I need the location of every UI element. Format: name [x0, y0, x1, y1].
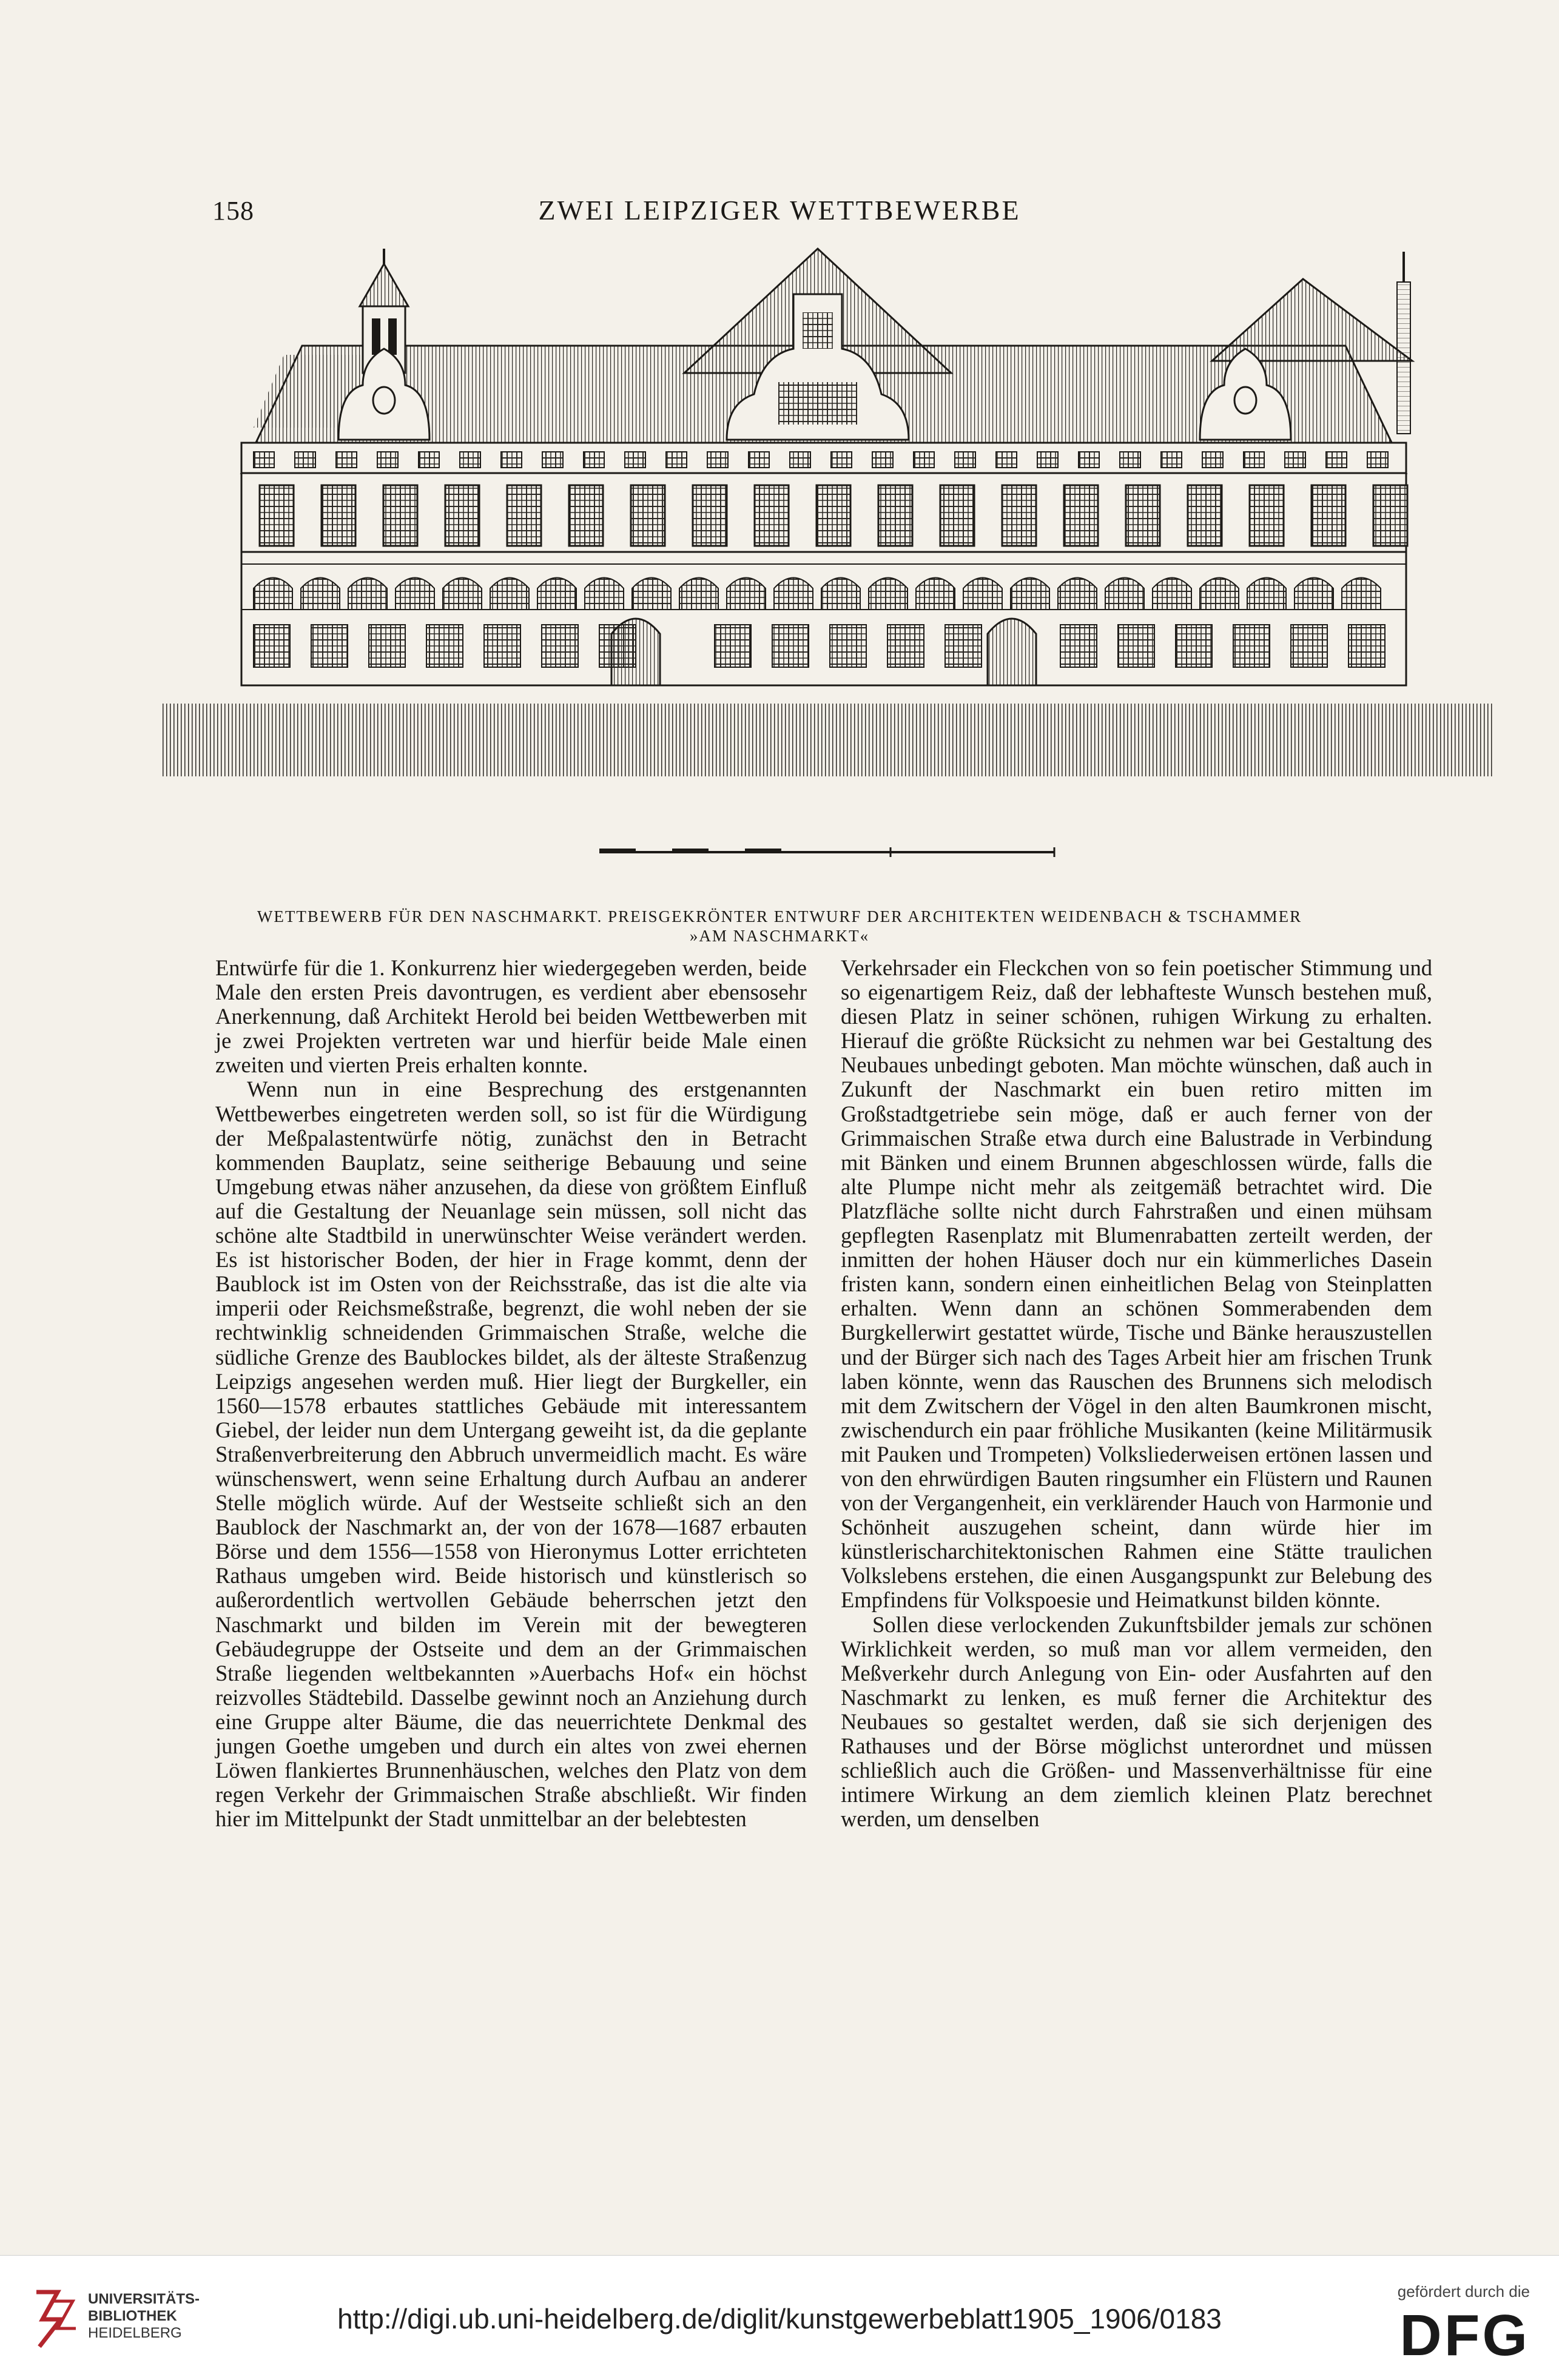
upper-window — [693, 485, 727, 546]
arcade-arch — [1200, 578, 1239, 610]
shop-window — [945, 625, 982, 667]
caption-line-2: »AM NASCHMARKT« — [689, 927, 870, 945]
funding-label: gefördert durch die — [1397, 2282, 1530, 2301]
arcade-arch — [821, 578, 860, 610]
arcade-arch — [774, 578, 813, 610]
library-name-line: UNIVERSITÄTS- — [88, 2291, 200, 2307]
shop-window — [484, 625, 520, 667]
attic-window — [1161, 452, 1182, 468]
upper-window — [445, 485, 479, 546]
shop-window — [887, 625, 924, 667]
dfg-logo: DFG — [1399, 2303, 1530, 2368]
arcade-arch — [537, 578, 576, 610]
paragraph: Entwürfe für die 1. Konkurrenz hier wiedergegeben werden, beide Male den ersten Preis davontrugen, es verdient aber ebensosehr Anerkennung, daß Architekt Herold bei beiden Wettbewerben mit je zwei Projekten vertreten war und hierfür beide Male einen zweiten und vierten Preis erhalten konnte. — [215, 955, 807, 1078]
arcade-arch — [916, 578, 955, 610]
arcade-arch — [963, 578, 1002, 610]
arcade-arch — [443, 578, 482, 610]
left-portal — [611, 619, 660, 685]
attic-window — [955, 452, 975, 468]
attic-window — [336, 452, 357, 468]
attic-window — [625, 452, 645, 468]
arcade-arch — [1295, 578, 1333, 610]
attic-window — [1120, 452, 1140, 468]
upper-window — [817, 485, 850, 546]
attic-window — [666, 452, 687, 468]
upper-window — [1126, 485, 1160, 546]
upper-window — [569, 485, 603, 546]
attic-window — [419, 452, 439, 468]
library-name-line: BIBLIOTHEK — [88, 2308, 177, 2324]
attic-window — [295, 452, 315, 468]
attic-window — [1037, 452, 1058, 468]
upper-window — [383, 485, 417, 546]
shop-window — [830, 625, 866, 667]
shop-window — [772, 625, 809, 667]
shop-window — [1060, 625, 1097, 667]
arcade-arch — [1011, 578, 1049, 610]
figure-caption — [200, 907, 1359, 946]
attic-window — [790, 452, 810, 468]
upper-window — [940, 485, 974, 546]
attic-window — [749, 452, 769, 468]
library-name-line: HEIDELBERG — [88, 2325, 182, 2341]
upper-window — [322, 485, 355, 546]
upper-window — [631, 485, 665, 546]
attic-window — [460, 452, 480, 468]
upper-window — [1373, 485, 1407, 546]
shop-window — [254, 625, 290, 667]
shop-window — [1291, 625, 1327, 667]
paragraph: Wenn nun in eine Besprechung des erstgenannten Wettbewerbes eingetreten werden soll, so ist für die Würdigung der Meßpalastentwürfe nötig, zunächst den in Betracht kommenden Bauplatz, seine seitherige Bebauung und seine Umgebung etwas näher anzusehen, da diese von größtem Einfluß auf die Gestaltung der Neuanlage sein müssen, soll nicht das schöne alte Stadtbild in unerwünschter Weise verändert werden. Es ist historischer Boden, der hier in Frage kommt, denn der Baublock ist im Osten von der Reichsstraße, das ist die alte via imperii oder Reichsmeßstraße, begrenzt, die wohl neben der sie rechtwinklig schneidenden Grimmaischen Straße, welche die südliche Grenze des Baublockes bildet, als der älteste Straßenzug Leipzigs angesehen werden muß. Hier liegt der Burgkeller, ein 1560—1578 erbautes stattliches Gebäude mit interessantem Giebel, der leider nun dem Untergang geweiht ist, da die geplante Straßenverbreiterung den Abbruch unvermeidlich macht. Es wäre wünschenswert, wenn seine Erhaltung durch Aufbau an anderer Stelle möglich würde. Auf der Westseite schließt sich an den Baublock der Naschmarkt an, der von der 1678—1687 erbauten Börse und dem 1556—1558 von Hieronymus Lotter errichteten Rathaus umgeben wird. Beide historisch und künstlerisch so außerordentlich wertvollen Gebäude beherrschen jetzt den Naschmarkt und bilden im Verein mit der bewegteren Gebäudegruppe der Ostseite und dem an der Grimmaischen Straße liegenden weltbekannten »Auerbachs Hof« ein höchst reizvolles Städtebild. Dasselbe gewinnt noch an Anziehung durch eine Gruppe alter Bäume, die das neuerrichtete Denkmal des jungen Goethe umgeben und durch ein altes von zwei ehernen Löwen flankiertes Brunnenhäuschen, welches den Platz von dem regen Verkehr der Grimmaischen Straße abschließt. Wir finden hier im Mittelpunkt der Stadt unmittelbar an der belebtesten — [215, 1077, 807, 1832]
arcade-arch — [490, 578, 529, 610]
source-url-link[interactable]: http://digi.ub.uni-heidelberg.de/diglit/kunstgewerbeblatt1905_1906/0183 — [337, 2303, 1222, 2335]
left-text-column — [215, 956, 807, 1831]
upper-window — [878, 485, 912, 546]
arcade-arch — [585, 578, 624, 610]
attic-window — [707, 452, 728, 468]
shop-window — [1233, 625, 1270, 667]
attic-window — [501, 452, 522, 468]
ground-hatching — [163, 704, 1492, 776]
building-elevation-drawing — [163, 246, 1492, 913]
attic-window — [1202, 452, 1223, 468]
upper-window — [507, 485, 541, 546]
arcade-arch — [301, 578, 340, 610]
attic-window — [377, 452, 398, 468]
attic-window — [1285, 452, 1305, 468]
arcade-arch — [727, 578, 766, 610]
upper-window — [1188, 485, 1222, 546]
shop-window — [1349, 625, 1385, 667]
arcade-arch — [1342, 578, 1381, 610]
scale-bar — [599, 847, 1054, 857]
shop-window — [311, 625, 348, 667]
attic-window — [1079, 452, 1099, 468]
arcade-arch — [1058, 578, 1097, 610]
running-title: ZWEI LEIPZIGER WETTBEWERBE — [538, 195, 1021, 226]
arcade-arch — [348, 578, 387, 610]
attic-window — [542, 452, 563, 468]
right-text-column — [841, 956, 1432, 1831]
upper-window — [260, 485, 294, 546]
attic-window — [872, 452, 893, 468]
shop-window — [369, 625, 405, 667]
arcade-arch — [254, 578, 292, 610]
upper-window — [755, 485, 789, 546]
arcade-arch — [1105, 578, 1144, 610]
arcade-arch — [1247, 578, 1286, 610]
arcade-arch — [396, 578, 434, 610]
upper-window — [1002, 485, 1036, 546]
attic-window — [996, 452, 1017, 468]
arcade-arch — [679, 578, 718, 610]
paragraph: Sollen diese verlockenden Zukunftsbilder jemals zur schönen Wirklichkeit werden, so muß man vor allem vermeiden, den Meßverkehr durch Anlegung von Ein- oder Ausfahrten auf den Naschmarkt zu lenken, es muß ferner die Architektur des Neubaues so gestaltet werden, daß sie sich derjenigen des Rathauses und der Börse möglichst unterordnet und müssen schließlich auch die Größen- und Massenverhältnisse für eine intimere Wirkung an dem ziemlich kleinen Platz berechnet werden, um denselben — [841, 1612, 1432, 1832]
attic-window — [1367, 452, 1388, 468]
arcade-arch — [632, 578, 671, 610]
attic-window — [914, 452, 934, 468]
right-gable-roof — [1212, 279, 1412, 361]
shop-window — [1176, 625, 1212, 667]
attic-window — [1326, 452, 1347, 468]
shop-window — [715, 625, 751, 667]
arcade-arch — [1153, 578, 1191, 610]
shop-window — [426, 625, 463, 667]
page-number: 158 — [212, 196, 254, 226]
shop-window — [1118, 625, 1154, 667]
attic-window — [1244, 452, 1264, 468]
upper-window — [1250, 485, 1284, 546]
attic-window — [831, 452, 852, 468]
paragraph: Verkehrsader ein Fleckchen von so fein poetischer Stimmung und so eigenartigem Reiz, daß der lebhafteste Wunsch bestehen muß, diesen Platz in seiner schönen, ruhigen Wirkung zu erhalten. Hierauf die größte Rücksicht zu nehmen war bei Gestaltung des Neubaues unbedingt geboten. Man möchte wünschen, daß auch in Zukunft der Naschmarkt ein buen retiro mitten im Großstadtgetriebe sein möge, daß er auch ferner von der Grimmaischen Straße etwa durch eine Balustrade in Verbindung mit Bänken und einem Brunnen abgeschlossen würde, falls die alte Plumpe nicht mehr als zeitgemäß betrachtet wird. Die Platzfläche sollte nicht durch Fahrstraßen und einen mühsam gepflegten Rasenplatz mit Blumenrabatten zerteilt werden, der inmitten der hohen Häuser doch nur ein kümmerliches Dasein fristen kann, sondern einen einheitlichen Belag von Steinplatten erhalten. Wenn dann an schönen Sommerabenden dem Burgkellerwirt gestattet würde, Tische und Bänke herauszustellen und der Bürger sich nach des Tages Arbeit hier am frischen Trunk laben könnte, wenn das Rauschen des Brunnens sich melodisch mit dem Zwitschern der Vögel in den alten Baumkronen mischt, zwischendurch ein paar fröhliche Musikanten (keine Militärmusik mit Pauken und Trompeten) Volksliederweisen ertönen lassen und von den ehrwürdigen Bauten ringsumher ein Flüstern und Raunen von der Vergangenheit, ein verklärender Hauch von Harmonie und Schönheit auszugehen scheint, dann würde hier im künstlerischarchitektonischen Rahmen eine Stätte traulichen Volkslebens erstehen, die einen Ausgangspunkt zur Belebung des Empfindens für Volkspoesie und Heimatkunst bilden könnte. — [841, 955, 1432, 1613]
digitization-footer — [0, 2255, 1559, 2380]
upper-window — [1312, 485, 1345, 546]
attic-window — [254, 452, 274, 468]
shop-window — [542, 625, 578, 667]
upper-window — [1064, 485, 1098, 546]
arcade-arch — [869, 578, 907, 610]
attic-window — [584, 452, 604, 468]
caption-line-1: WETTBEWERB FÜR DEN NASCHMARKT. PREISGEKRÖNTER ENTWURF DER ARCHITEKTEN WEIDENBACH & TSCHAMMER — [257, 907, 1302, 926]
right-portal — [988, 619, 1036, 685]
right-spire — [1397, 252, 1410, 434]
